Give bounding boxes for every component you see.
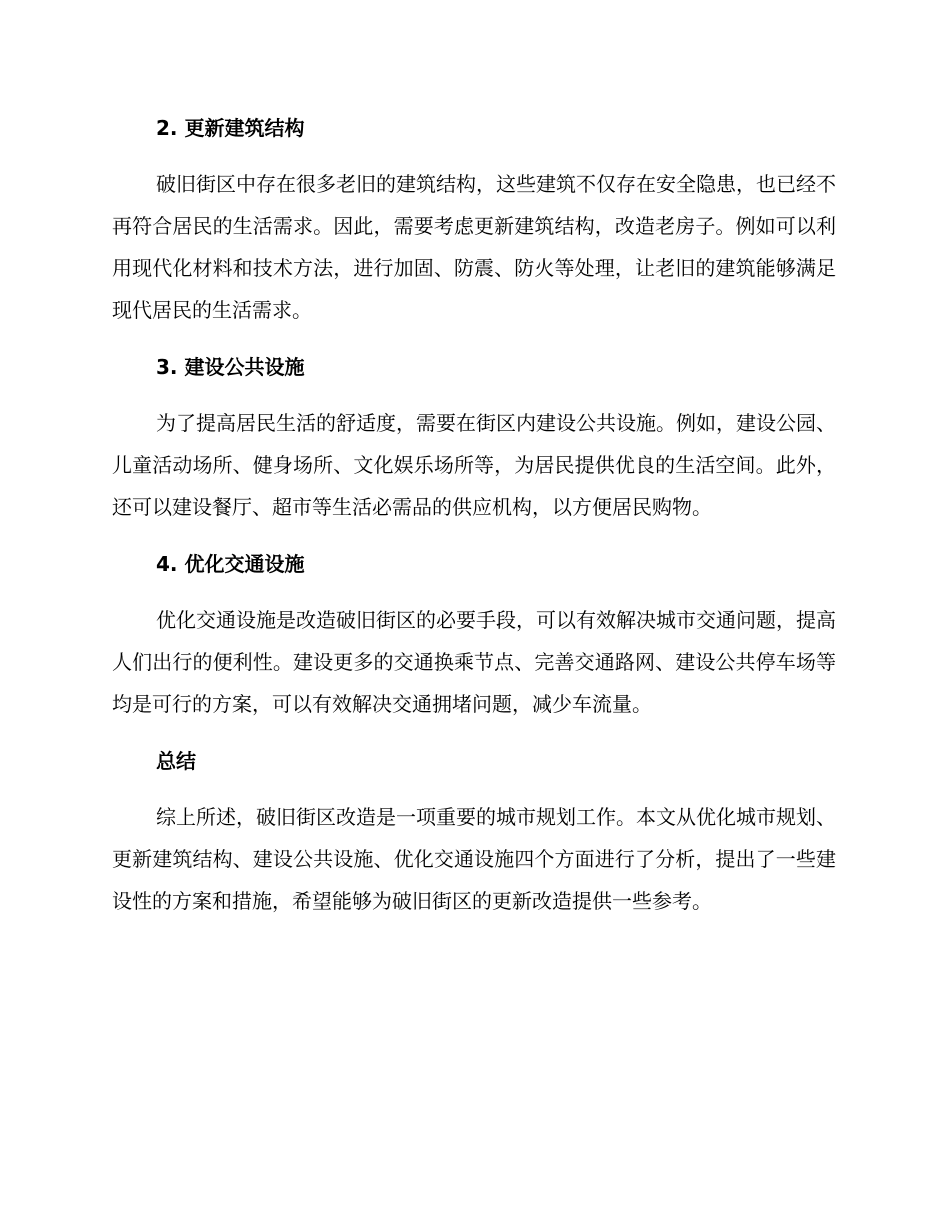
paragraph-summary: 综上所述，破旧街区改造是一项重要的城市规划工作。本文从优化城市规划、更新建筑结构、建设公共设施、优化交通设施四个方面进行了分析，提出了一些建设性的方案和措施，希望能够为破旧街区的更新改造提供一些参考。	[112, 805, 836, 913]
section-heading-traffic-facilities: 4. 优化交通设施	[156, 552, 305, 576]
paragraph-traffic-facilities: 优化交通设施是改造破旧街区的必要手段，可以有效解决城市交通问题，提高人们出行的便利性。建设更多的交通换乘节点、完善交通路网、建设公共停车场等均是可行的方案，可以有效解决交通拥堵问题，减少车流量。	[112, 608, 836, 716]
document-body	[112, 108, 836, 922]
paragraph-public-facilities: 为了提高居民生活的舒适度，需要在街区内建设公共设施。例如，建设公园、儿童活动场所、健身场所、文化娱乐场所等，为居民提供优良的生活空间。此外，还可以建设餐厅、超市等生活必需品的供应机构，以方便居民购物。	[112, 411, 836, 519]
section-heading-public-facilities: 3. 建设公共设施	[156, 355, 305, 379]
section-heading-update-building-structure: 2. 更新建筑结构	[156, 116, 305, 140]
section-heading-summary: 总结	[156, 749, 196, 773]
paragraph-update-building-structure: 破旧街区中存在很多老旧的建筑结构，这些建筑不仅存在安全隐患，也已经不再符合居民的生活需求。因此，需要考虑更新建筑结构，改造老房子。例如可以利用现代化材料和技术方法，进行加固、防震、防火等处理，让老旧的建筑能够满足现代居民的生活需求。	[112, 172, 836, 322]
